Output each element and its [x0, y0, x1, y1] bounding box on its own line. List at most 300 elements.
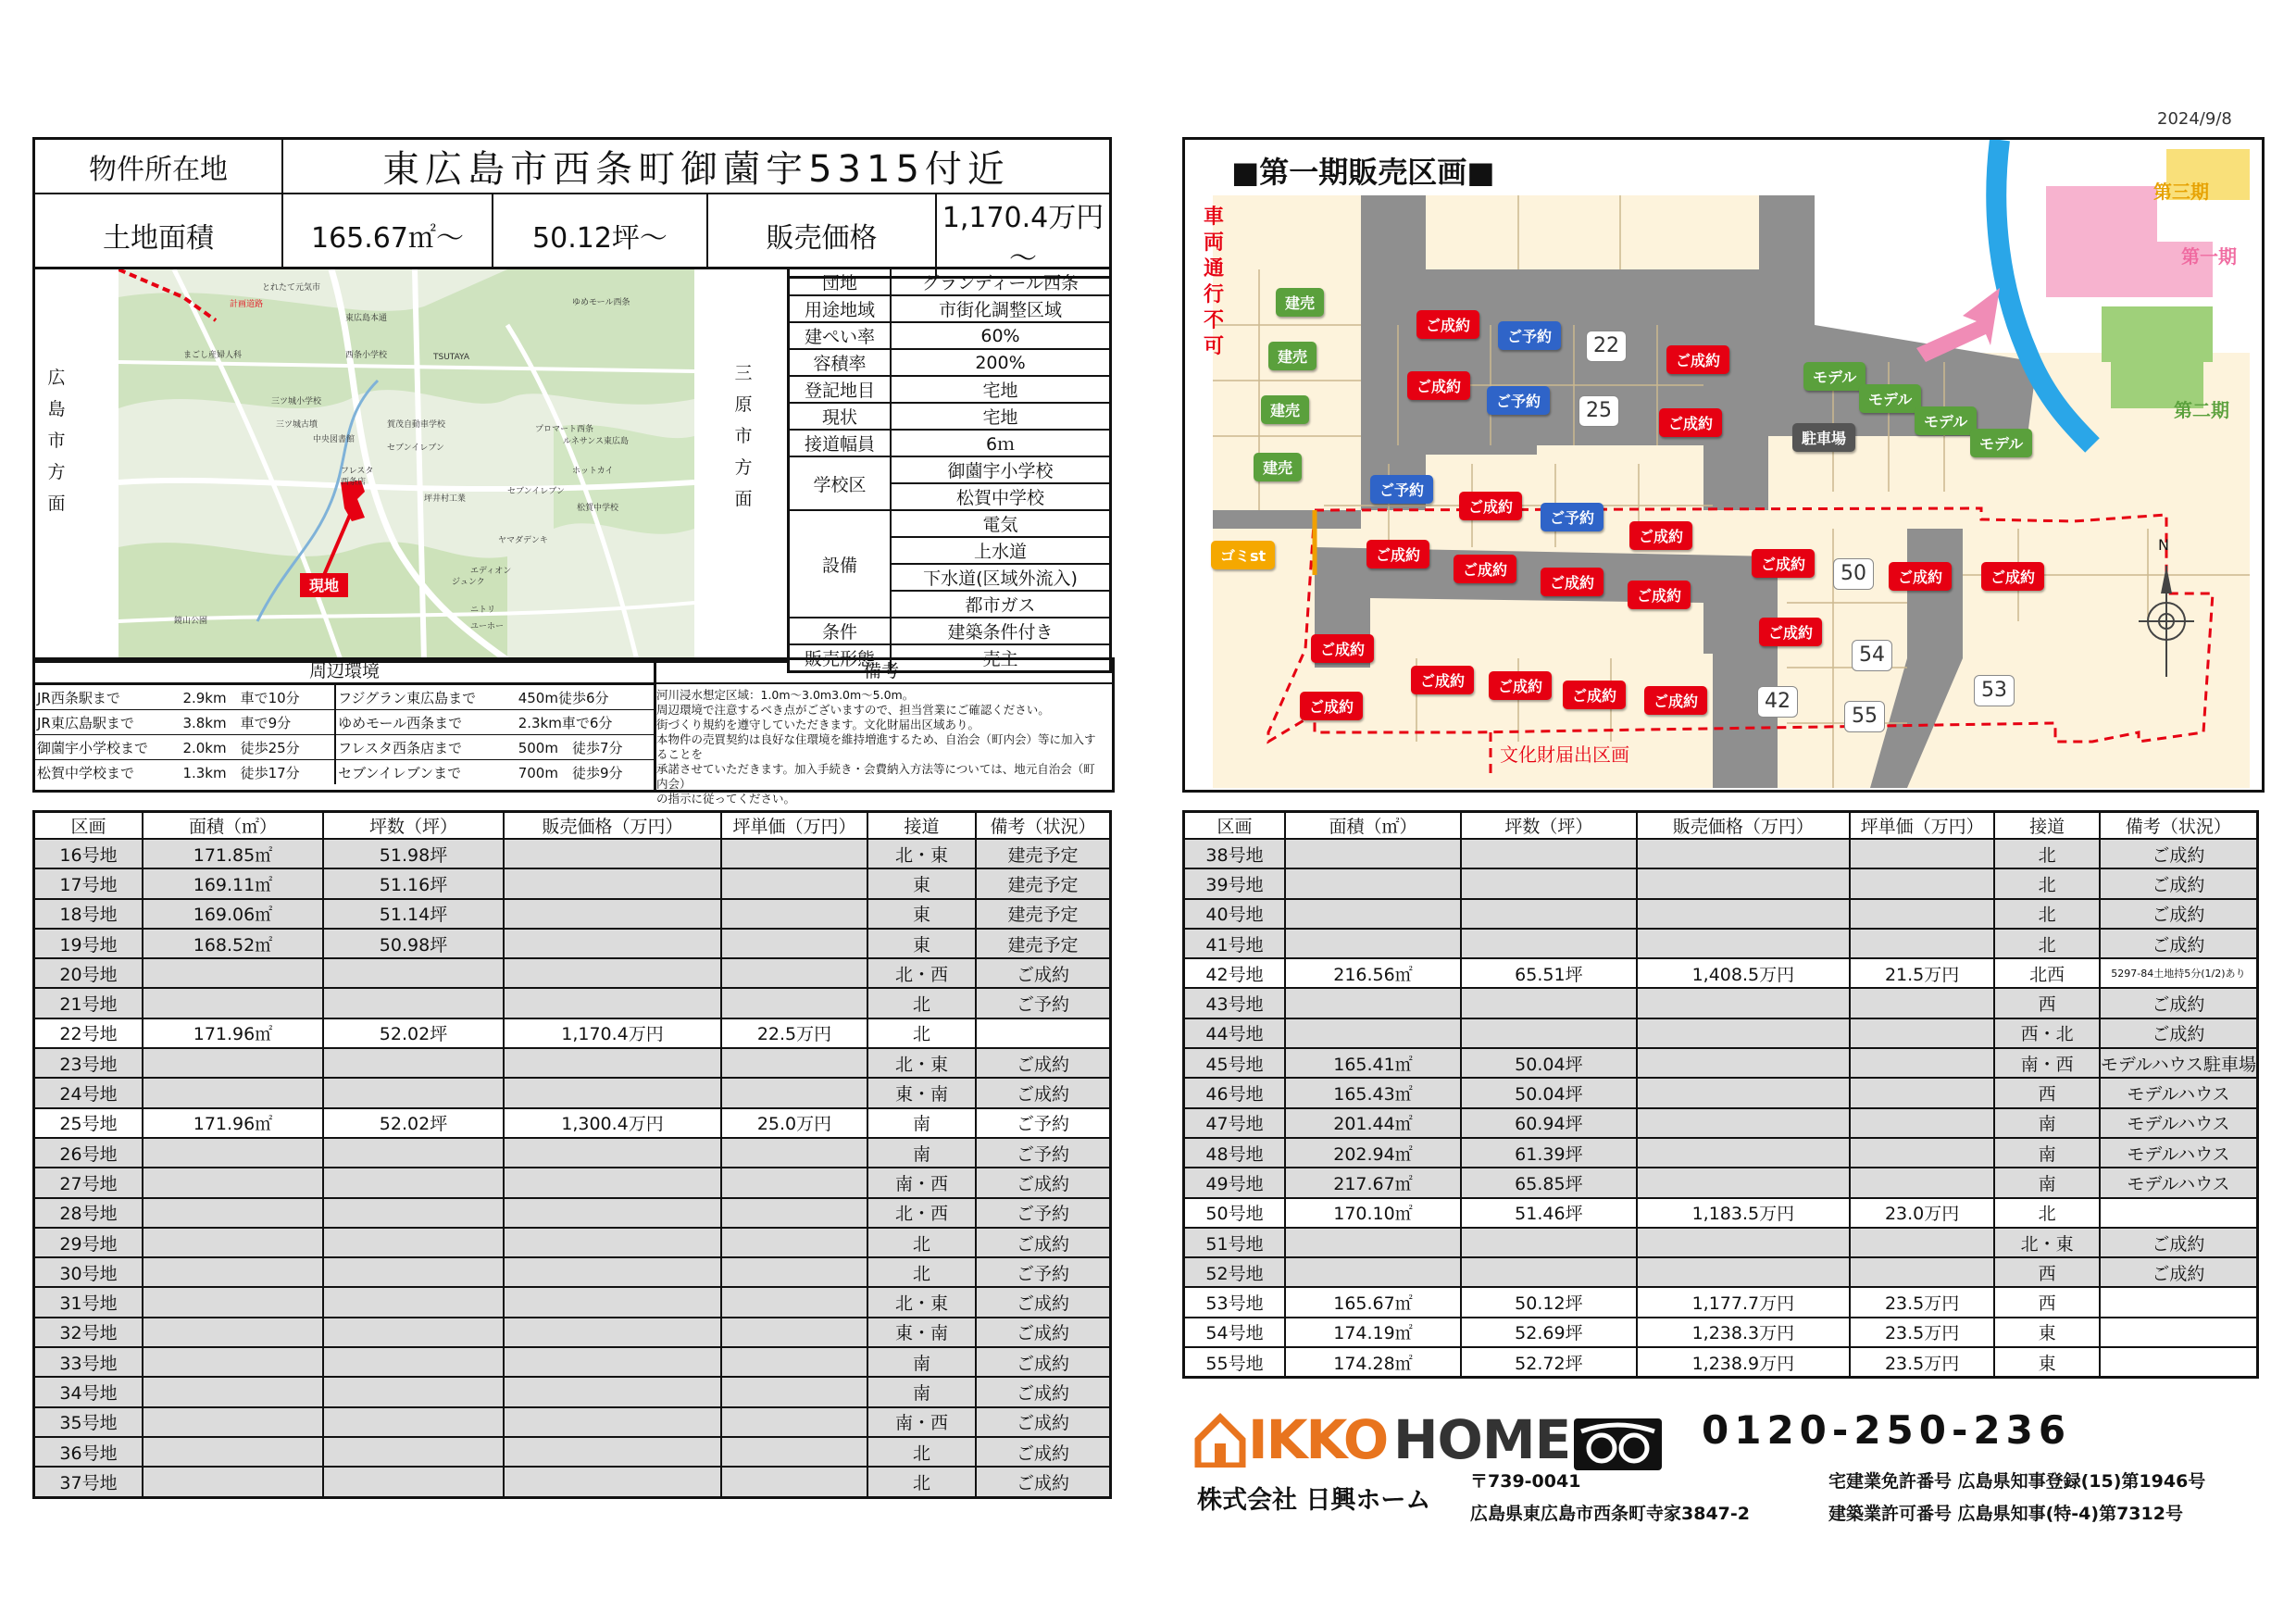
area-map — [32, 267, 790, 663]
license-real-estate: 宅建業免許番号 広島県知事登録(15)第1946号 — [1828, 1471, 2206, 1492]
lot-cell: 35号地 — [34, 1407, 144, 1437]
lot-cell — [504, 1257, 721, 1287]
lot-cell — [1637, 988, 1850, 1018]
lot-cell: 南・西 — [867, 1168, 976, 1197]
lot-label-sold: ご成約 — [1563, 681, 1626, 709]
lot-cell: 37号地 — [34, 1467, 144, 1497]
lot-cell: 65.51坪 — [1461, 958, 1637, 988]
lot-row — [34, 1168, 1111, 1197]
lot-cell — [1461, 868, 1637, 898]
lot-cell — [721, 1168, 867, 1197]
lot-cell — [721, 1228, 867, 1257]
site-plan — [1182, 137, 2265, 793]
lot-cell: ご成約 — [2100, 868, 2258, 898]
lot-cell: 52.02坪 — [323, 1108, 504, 1138]
lot-cell: 22号地 — [34, 1018, 144, 1048]
lot-cell — [721, 1437, 867, 1467]
lot-cell: ご成約 — [2100, 1018, 2258, 1048]
lot-number: 25 — [1578, 395, 1619, 427]
lot-cell: モデルハウス — [2100, 1138, 2258, 1168]
lot-cell: 北 — [1994, 899, 2099, 929]
lot-cell: 23.5万円 — [1850, 1347, 1995, 1378]
lot-cell — [323, 1318, 504, 1347]
lot-cell — [1850, 899, 1995, 929]
lot-cell: 52.69坪 — [1461, 1318, 1637, 1347]
lot-label-sold: ご成約 — [1311, 634, 1374, 663]
lot-cell — [1850, 1108, 1995, 1138]
lot-cell: モデルハウス — [2100, 1108, 2258, 1138]
property-info-table: 団地 グランディール西条 用途地域 市街化調整区域 建ぺい率 60% 容積率 200% 登記地目 宅地 現状 宅地 接道幅員 6ｍ 学校区 御薗宇小学校 松賀中学校 設備 電気 上水道 下水道(区域外流入) 都市ガス 条件 建築条件付き 販売形態 売主 — [787, 267, 1112, 673]
lot-cell: ご成約 — [2100, 1257, 2258, 1287]
lot-row — [1184, 899, 2258, 929]
lot-cell: 北・西 — [867, 1198, 976, 1228]
lot-cell — [323, 1228, 504, 1257]
lot-cell: 建売予定 — [976, 929, 1111, 958]
lot-label-sold: ご成約 — [1659, 408, 1722, 437]
lot-cell — [721, 1138, 867, 1168]
lot-cell — [721, 1467, 867, 1497]
lot-cell: 46号地 — [1184, 1078, 1286, 1107]
map-right-direction: 三 原 市 方 面 — [734, 363, 753, 509]
lot-cell: ご成約 — [976, 1347, 1111, 1377]
location-label: 物件所在地 — [34, 139, 283, 194]
lot-cell: 24号地 — [34, 1078, 144, 1107]
lots-table-left: 区画 面積（㎡） 坪数（坪） 販売価格（万円） 坪単価（万円） 接道 備考（状況） 16号地 171.85㎡ 51.98坪 北・東 建売予定 17号地 169.11㎡ 51.16坪 東 建売予定 18号地 169.06㎡ 51.14坪 東 建売予定 19号地 168.52㎡ 50.98坪 東 建売予定 20号地 北・西 ご成約 21号地 北 ご予約 22号地 171.96㎡ 52.02坪 1,170.4万円 22.5万円 北 23号地 北・東 ご成約 24号地 東・南 ご成約 25号地 171.96㎡ 52.02坪 1,300.4万円 25.0万円 南 ご予約 26号地 南 ご予約 27号地 南・西 ご成約 28号地 北・西 ご予約 29号地 北 ご成約 30号地 北 ご予約 31号地 北・東 ご成約 32号地 東・南 ご成約 33号地 南 ご成約 34号地 南 ご成約 35号地 南・西 ご成約 36号地 北 ご成約 37号地 北 ご成約 — [32, 810, 1112, 1499]
surroundings-table: JR西条駅まで 2.9km 車で10分 フジグラン東広島まで 450m徒歩6分 JR東広島駅まで 3.8km 車で9分 ゆめモール西条まで 2.3km車で6分 御薗宇小学校まで 2.0km 徒歩25分 フレスタ西条店まで 500m 徒歩7分 松賀中学校まで 1.3km 徒歩17分 セブンイレブンまで 700m 徒歩9分 — [35, 684, 654, 784]
lot-label-kenuri: 建売 — [1276, 288, 1324, 317]
lot-cell: 北 — [867, 1437, 976, 1467]
lot-cell: 202.94㎡ — [1285, 1138, 1461, 1168]
brand-home: HOME — [1393, 1408, 1571, 1471]
lot-number: 50 — [1833, 558, 1874, 590]
lot-label-sold: ご成約 — [1752, 549, 1815, 578]
lot-label-sold: ご成約 — [1644, 686, 1707, 715]
remarks-title: 備考 — [651, 660, 1112, 684]
lot-cell: 1,238.9万円 — [1637, 1347, 1850, 1378]
area-tsubo: 50.12坪～ — [493, 194, 707, 278]
north-label: N — [2158, 536, 2169, 554]
lot-cell: 北 — [1994, 839, 2099, 868]
lot-cell: 23.0万円 — [1850, 1198, 1995, 1228]
lot-cell: 北 — [867, 988, 976, 1018]
lot-label-sold: ご成約 — [1628, 581, 1691, 609]
lot-cell: 北西 — [1994, 958, 2099, 988]
lot-cell: 西 — [1994, 988, 2099, 1018]
lot-cell: 216.56㎡ — [1285, 958, 1461, 988]
area-label: 土地面積 — [34, 194, 283, 278]
lot-row — [1184, 1257, 2258, 1287]
lot-cell — [504, 1318, 721, 1347]
lot-cell: ご成約 — [2100, 839, 2258, 868]
lot-cell: ご予約 — [976, 1257, 1111, 1287]
lot-cell — [721, 1257, 867, 1287]
lot-cell — [1850, 1078, 1995, 1107]
lot-label-kenuri: 建売 — [1254, 453, 1302, 481]
lot-cell: 51号地 — [1184, 1228, 1286, 1257]
lot-cell — [1285, 988, 1461, 1018]
lot-cell: 北・東 — [867, 1287, 976, 1317]
lot-row — [34, 1437, 1111, 1467]
lot-cell — [1285, 1228, 1461, 1257]
lot-cell: 41号地 — [1184, 929, 1286, 958]
lot-cell — [323, 1377, 504, 1406]
lot-cell: モデルハウス — [2100, 1078, 2258, 1107]
lot-cell: 21号地 — [34, 988, 144, 1018]
lot-cell: 34号地 — [34, 1377, 144, 1406]
lot-cell — [721, 1048, 867, 1078]
lot-cell: 217.67㎡ — [1285, 1168, 1461, 1197]
lot-cell: ご成約 — [976, 1377, 1111, 1406]
lot-cell: 55号地 — [1184, 1347, 1286, 1378]
phase2-label: 第二期 — [2174, 399, 2229, 421]
lot-cell — [143, 1138, 323, 1168]
lot-cell: 北 — [867, 1257, 976, 1287]
lot-label-sold: ご成約 — [1416, 310, 1479, 339]
lot-cell: 31号地 — [34, 1287, 144, 1317]
lot-label-sold: ご成約 — [1889, 562, 1952, 591]
lot-cell: 33号地 — [34, 1347, 144, 1377]
site-plan-title: ■第一期販売区画■ — [1231, 155, 1495, 190]
lot-cell: 23.5万円 — [1850, 1287, 1995, 1317]
lot-cell: ご成約 — [976, 1048, 1111, 1078]
lot-cell — [323, 1347, 504, 1377]
surroundings-title: 周辺環境 — [35, 660, 654, 684]
lot-cell: 南 — [1994, 1108, 2099, 1138]
lot-label-sold: ご成約 — [1366, 540, 1429, 568]
lot-cell: ご成約 — [976, 1078, 1111, 1107]
lot-row — [1184, 1138, 2258, 1168]
lot-cell — [721, 958, 867, 988]
lot-label-reserved: ご予約 — [1487, 386, 1550, 415]
remarks-text: 河川浸水想定区域：1.0m～3.0m3.0m～5.0m。 周辺環境で注意するべき点がございますので、担当営業にご確認ください。 街づくり規約を遵守していただきます。文化財届出区域あり。 本物件の売買契約は良好な住環境を維持増進するため、自治会（町内会）等に加入することを 承諾させていただきます。加入手続き・会費納入方法等については、地元自治会（町内会） の指示に従ってください。 — [656, 688, 1096, 806]
lot-cell — [323, 1138, 504, 1168]
lot-cell: 北・東 — [1994, 1228, 2099, 1257]
lot-row — [34, 1377, 1111, 1406]
lot-cell — [504, 1198, 721, 1228]
lot-cell: 48号地 — [1184, 1138, 1286, 1168]
lot-cell: 西 — [1994, 1078, 2099, 1107]
lot-cell — [721, 1078, 867, 1107]
lots-table-right: 区画 面積（㎡） 坪数（坪） 販売価格（万円） 坪単価（万円） 接道 備考（状況） 38号地 北 ご成約 39号地 北 ご成約 40号地 北 ご成約 41号地 北 ご成約 42号地 216.56㎡ 65.51坪 1,408.5万円 21.5万円 北西 5297-84土地持5分(1/2)あり 43号地 西 ご成約 44号地 西・北 ご成約 45号地 165.41㎡ 50.04坪 南・西 モデルハウス駐車場 46号地 165.43㎡ 50.04坪 西 モデルハウス 47号地 201.44㎡ 60.94坪 南 モデルハウス 48号地 202.94㎡ 61.39坪 南 モデルハウス 49号地 217.67㎡ 65.85坪 南 モデルハウス 50号地 170.10㎡ 51.46坪 1,183.5万円 23.0万円 北 51号地 北・東 ご成約 52号地 西 ご成約 53号地 165.67㎡ 50.12坪 1,177.7万円 23.5万円 西 54号地 174.19㎡ 52.69坪 1,238.3万円 23.5万円 東 55号地 174.28㎡ 52.72坪 1,238.9万円 23.5万円 東 — [1182, 810, 2259, 1379]
lot-cell — [143, 1467, 323, 1497]
lot-cell — [1637, 1138, 1850, 1168]
brand-ikko: IKKO — [1248, 1408, 1388, 1471]
lot-cell — [504, 1078, 721, 1107]
lot-row — [34, 1018, 1111, 1048]
lot-cell: 28号地 — [34, 1198, 144, 1228]
lot-cell — [504, 1048, 721, 1078]
lot-cell: 52号地 — [1184, 1257, 1286, 1287]
lot-cell — [504, 1138, 721, 1168]
lot-cell — [143, 1048, 323, 1078]
lot-cell: 50.04坪 — [1461, 1078, 1637, 1107]
lot-cell: ご成約 — [976, 1168, 1111, 1197]
lot-cell: ご予約 — [976, 1108, 1111, 1138]
lot-cell — [1285, 1018, 1461, 1048]
lot-cell — [504, 988, 721, 1018]
lot-row — [34, 958, 1111, 988]
lot-cell — [143, 958, 323, 988]
lot-cell — [143, 1228, 323, 1257]
lot-cell: 51.98坪 — [323, 839, 504, 868]
lot-cell — [504, 839, 721, 868]
lot-cell — [1285, 868, 1461, 898]
lot-label-sold: ご成約 — [1629, 521, 1692, 550]
lot-label-sold: ご成約 — [1454, 555, 1516, 583]
lot-number: 22 — [1586, 331, 1627, 362]
lot-cell: 27号地 — [34, 1168, 144, 1197]
lot-cell — [1637, 899, 1850, 929]
lot-label-kenuri: 建売 — [1268, 342, 1316, 370]
lot-cell: 西・北 — [1994, 1018, 2099, 1048]
lot-cell: 50.04坪 — [1461, 1048, 1637, 1078]
lot-cell: 60.94坪 — [1461, 1108, 1637, 1138]
lot-cell: 61.39坪 — [1461, 1138, 1637, 1168]
lot-cell — [504, 929, 721, 958]
lot-cell — [721, 899, 867, 929]
lot-cell — [721, 1198, 867, 1228]
lot-cell: 西 — [1994, 1287, 2099, 1317]
lot-cell — [2100, 1318, 2258, 1347]
lot-cell — [504, 1287, 721, 1317]
lot-cell — [323, 1467, 504, 1497]
lot-cell — [1850, 988, 1995, 1018]
lot-cell: 25.0万円 — [721, 1108, 867, 1138]
lot-cell — [1285, 839, 1461, 868]
lot-cell: 201.44㎡ — [1285, 1108, 1461, 1138]
lot-cell — [504, 1347, 721, 1377]
lot-row — [34, 1318, 1111, 1347]
lot-cell: 47号地 — [1184, 1108, 1286, 1138]
lot-cell: 19号地 — [34, 929, 144, 958]
lot-cell — [2100, 1198, 2258, 1228]
lot-row — [1184, 1198, 2258, 1228]
lot-cell: 171.85㎡ — [143, 839, 323, 868]
lot-cell: 北・東 — [867, 1048, 976, 1078]
lot-cell — [976, 1018, 1111, 1048]
site-marker: 現地 — [308, 577, 340, 594]
lot-row — [1184, 929, 2258, 958]
lot-cell: 北・東 — [867, 839, 976, 868]
lot-row — [1184, 1078, 2258, 1107]
lot-row — [1184, 1287, 2258, 1317]
lot-cell — [721, 1287, 867, 1317]
lot-cell — [1285, 899, 1461, 929]
lot-cell — [1461, 988, 1637, 1018]
price-value: 1,170.4万円～ — [936, 194, 1111, 278]
lot-cell: 39号地 — [1184, 868, 1286, 898]
property-header — [32, 137, 1112, 279]
lot-cell — [1850, 1257, 1995, 1287]
lot-cell — [1637, 1108, 1850, 1138]
lot-cell: 18号地 — [34, 899, 144, 929]
lot-cell: 25号地 — [34, 1108, 144, 1138]
price-label: 販売価格 — [707, 194, 936, 278]
lot-cell: 42号地 — [1184, 958, 1286, 988]
lot-cell: 1,238.3万円 — [1637, 1318, 1850, 1347]
lot-cell: 南 — [1994, 1138, 2099, 1168]
lot-cell: 北・西 — [867, 958, 976, 988]
lot-cell: 168.52㎡ — [143, 929, 323, 958]
lot-cell: 169.11㎡ — [143, 868, 323, 898]
lot-number: 54 — [1852, 640, 1892, 671]
lot-label-sold: ご成約 — [1981, 562, 2044, 591]
lot-cell — [1461, 1018, 1637, 1048]
lot-row — [1184, 958, 2258, 988]
lot-cell: 51.16坪 — [323, 868, 504, 898]
lot-label-sold: ご成約 — [1300, 692, 1363, 720]
lot-cell — [504, 1407, 721, 1437]
lot-cell — [323, 988, 504, 1018]
lot-cell — [1637, 929, 1850, 958]
license-construction: 建築業許可番号 広島県知事(特-4)第7312号 — [1828, 1504, 2183, 1524]
lot-cell: 建売予定 — [976, 899, 1111, 929]
lot-cell: 北 — [1994, 1198, 2099, 1228]
lot-cell — [1637, 1078, 1850, 1107]
lot-cell — [721, 988, 867, 1018]
lot-cell: 174.19㎡ — [1285, 1318, 1461, 1347]
lot-cell: 北 — [1994, 929, 2099, 958]
lot-cell — [1850, 1138, 1995, 1168]
lot-label-reserved: ご予約 — [1370, 475, 1433, 504]
lot-label-sold: ご成約 — [1407, 371, 1470, 400]
lot-cell — [721, 1347, 867, 1377]
lot-cell — [323, 958, 504, 988]
company-address: 広島県東広島市西条町寺家3847-2 — [1470, 1504, 1750, 1524]
lot-cell: 東 — [1994, 1318, 2099, 1347]
lot-cell — [1637, 1048, 1850, 1078]
lot-cell: ご成約 — [976, 1228, 1111, 1257]
lot-label-sold: ご成約 — [1411, 666, 1474, 694]
lot-cell — [1637, 868, 1850, 898]
lot-row — [34, 868, 1111, 898]
lot-number: 55 — [1844, 701, 1885, 732]
lot-cell — [1850, 839, 1995, 868]
lot-cell: 東 — [867, 899, 976, 929]
lot-cell: 5297-84土地持5分(1/2)あり — [2100, 958, 2258, 988]
lot-cell: 50.12坪 — [1461, 1287, 1637, 1317]
lot-cell — [323, 1168, 504, 1197]
lot-cell: 50.98坪 — [323, 929, 504, 958]
lot-cell: 54号地 — [1184, 1318, 1286, 1347]
lot-cell — [143, 1257, 323, 1287]
lot-cell — [143, 1287, 323, 1317]
freedial-icon — [1574, 1418, 1662, 1470]
lot-cell — [1850, 929, 1995, 958]
lot-cell: ご成約 — [976, 958, 1111, 988]
lot-row — [34, 899, 1111, 929]
lot-cell — [323, 1287, 504, 1317]
lot-cell: 65.85坪 — [1461, 1168, 1637, 1197]
lot-label-reserved: ご予約 — [1498, 321, 1561, 350]
lot-cell — [1850, 1168, 1995, 1197]
lot-number: 53 — [1974, 675, 2015, 706]
lot-cell: 49号地 — [1184, 1168, 1286, 1197]
lot-cell: 西 — [1994, 1257, 2099, 1287]
lot-cell: 17号地 — [34, 868, 144, 898]
lot-cell: ご成約 — [976, 1287, 1111, 1317]
lot-label-sold: ご成約 — [1541, 568, 1603, 596]
lot-cell: 21.5万円 — [1850, 958, 1995, 988]
lot-cell: 45号地 — [1184, 1048, 1286, 1078]
lot-cell — [1285, 1257, 1461, 1287]
lot-row — [34, 1138, 1111, 1168]
lot-cell: 北 — [1994, 868, 2099, 898]
lot-label-kenuri: 建売 — [1261, 395, 1309, 424]
lot-row — [34, 839, 1111, 868]
river-label: 黒瀬川 — [2018, 242, 2028, 269]
lot-cell — [143, 1377, 323, 1406]
lot-cell: 171.96㎡ — [143, 1018, 323, 1048]
map-left-direction: 広 島 市 方 面 — [47, 368, 66, 514]
lot-cell: 53号地 — [1184, 1287, 1286, 1317]
lot-cell — [143, 988, 323, 1018]
lot-cell: 43号地 — [1184, 988, 1286, 1018]
lot-cell — [504, 1437, 721, 1467]
lot-cell: 北 — [867, 1018, 976, 1048]
phase1-label: 第一期 — [2181, 245, 2237, 268]
lot-row — [34, 1257, 1111, 1287]
postal-code: 〒739-0041 — [1470, 1471, 1581, 1492]
lot-label-reserved: ご予約 — [1541, 503, 1603, 531]
lot-cell: ご成約 — [976, 1407, 1111, 1437]
lot-cell — [143, 1347, 323, 1377]
issue-date: 2024/9/8 — [2157, 109, 2232, 129]
lot-cell: 165.41㎡ — [1285, 1048, 1461, 1078]
lot-row — [34, 1347, 1111, 1377]
lot-cell — [323, 1048, 504, 1078]
lot-cell: 36号地 — [34, 1437, 144, 1467]
lot-cell: 南 — [867, 1347, 976, 1377]
lot-row — [34, 1228, 1111, 1257]
lot-cell — [143, 1407, 323, 1437]
lot-row — [34, 1048, 1111, 1078]
lot-row — [34, 1108, 1111, 1138]
lot-cell — [1637, 839, 1850, 868]
cultural-area-label: 文化財届出区画 — [1500, 743, 1629, 766]
lot-cell — [1850, 868, 1995, 898]
lot-cell: 北 — [867, 1467, 976, 1497]
garbage-station: ゴミst — [1211, 541, 1275, 569]
lot-cell: ご成約 — [976, 1467, 1111, 1497]
lot-cell — [721, 1407, 867, 1437]
lot-cell — [721, 868, 867, 898]
lot-cell: 32号地 — [34, 1318, 144, 1347]
lot-row — [1184, 1018, 2258, 1048]
lot-cell: 26号地 — [34, 1138, 144, 1168]
lot-row — [1184, 1318, 2258, 1347]
lot-cell — [323, 1078, 504, 1107]
lot-cell: 1,300.4万円 — [504, 1108, 721, 1138]
lot-cell: 52.72坪 — [1461, 1347, 1637, 1378]
remarks — [651, 657, 1115, 806]
lot-cell: ご成約 — [2100, 1228, 2258, 1257]
lot-cell — [504, 899, 721, 929]
lot-cell: ご成約 — [2100, 899, 2258, 929]
lot-row — [1184, 839, 2258, 868]
lot-cell — [1850, 1228, 1995, 1257]
surroundings — [32, 657, 656, 793]
lot-cell: 165.43㎡ — [1285, 1078, 1461, 1107]
phone-number[interactable]: 0120-250-236 — [1702, 1407, 2072, 1453]
lot-cell: 30号地 — [34, 1257, 144, 1287]
lot-cell — [1461, 1257, 1637, 1287]
lot-cell — [323, 1437, 504, 1467]
lot-cell — [1461, 839, 1637, 868]
lot-cell: 北 — [867, 1228, 976, 1257]
lot-cell — [2100, 1287, 2258, 1317]
lot-cell: ご成約 — [976, 1437, 1111, 1467]
